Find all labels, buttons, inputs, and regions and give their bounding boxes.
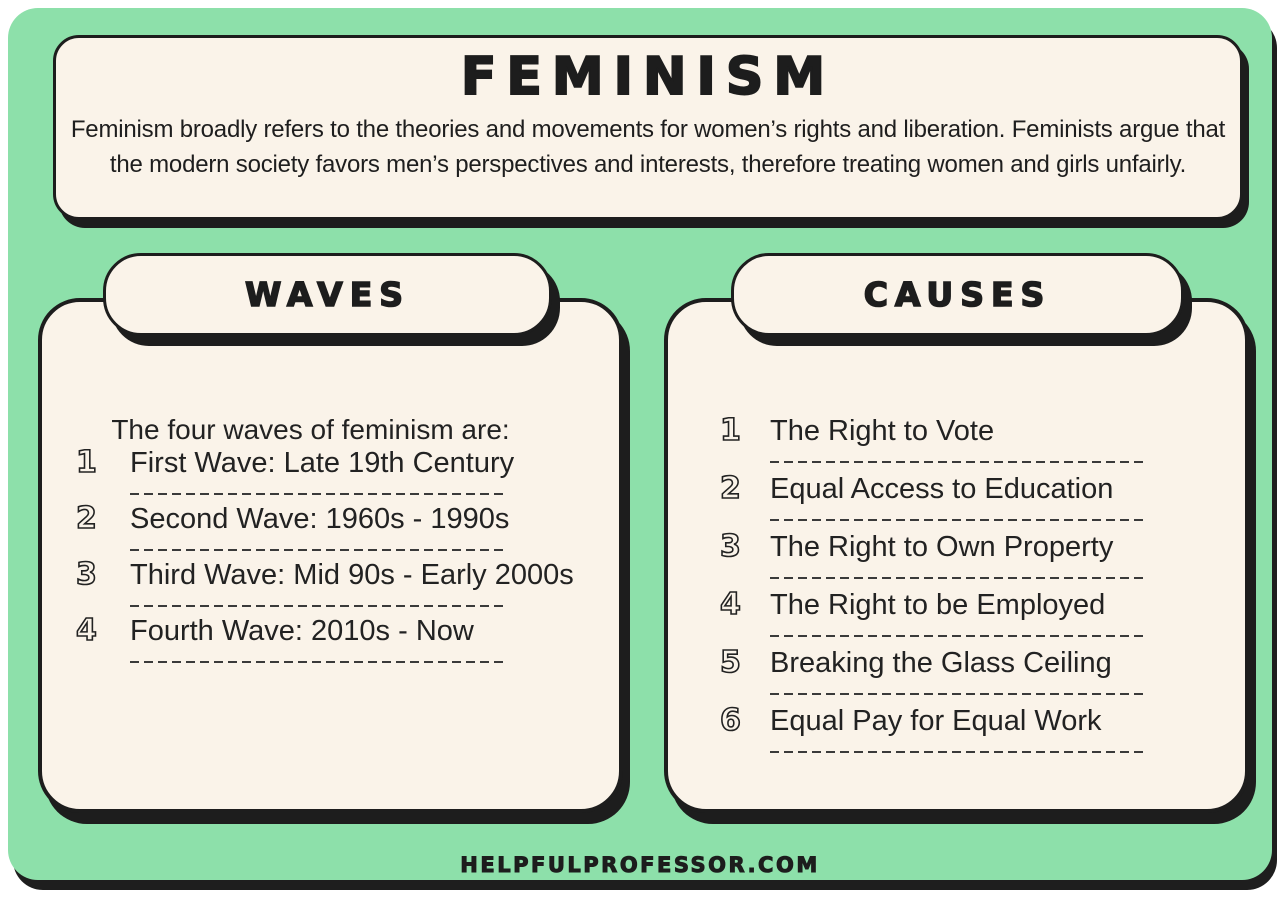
causes-tab: [731, 253, 1184, 336]
green-board: [8, 8, 1272, 880]
item-text: The Right to Vote: [770, 415, 995, 447]
item-text: Equal Access to Education: [770, 473, 1114, 505]
causes-card: [664, 298, 1249, 813]
item-divider: [770, 635, 1146, 637]
list-item-line: [76, 502, 619, 536]
item-text: The Right to Own Property: [770, 531, 1114, 563]
list-item-line: [720, 588, 1245, 622]
item-text: First Wave: Late 19th Century: [130, 447, 515, 479]
item-divider: [130, 493, 506, 495]
item-text: Breaking the Glass Ceiling: [770, 647, 1112, 679]
item-number: 1: [720, 413, 741, 448]
item-text: Equal Pay for Equal Work: [770, 705, 1102, 737]
list-item-line: [720, 530, 1245, 564]
list-item: [668, 472, 1245, 521]
page-title: FEMINISM: [460, 47, 836, 107]
item-text: The Right to be Employed: [770, 589, 1106, 621]
waves-tab: [103, 253, 552, 336]
item-divider: [770, 461, 1146, 463]
item-number: 6: [720, 703, 741, 738]
list-item-line: [76, 614, 619, 648]
list-item: [42, 614, 619, 663]
item-number: 3: [720, 529, 741, 564]
page-description: Feminism broadly refers to the theories and movements for women’s rights and liberation. Feminists argue that the modern society favors men’s perspectives and interests, therefore treating women and girls unfairly.: [70, 115, 1226, 178]
waves-body: [42, 302, 619, 663]
waves-list: [42, 446, 619, 663]
item-number: 3: [76, 557, 97, 592]
item-text: Third Wave: Mid 90s - Early 2000s: [130, 559, 574, 591]
list-item: [42, 558, 619, 607]
list-item-line: [76, 558, 619, 592]
item-divider: [130, 549, 506, 551]
list-item: [668, 530, 1245, 579]
list-item: [668, 414, 1245, 463]
causes-heading: CAUSES: [863, 275, 1052, 314]
item-divider: [130, 605, 506, 607]
list-item: [42, 446, 619, 495]
item-text: Fourth Wave: 2010s - Now: [130, 615, 474, 647]
waves-intro: The four waves of feminism are:: [111, 414, 510, 445]
title-card: [53, 35, 1243, 220]
waves-heading: WAVES: [244, 275, 411, 314]
causes-body: [668, 302, 1245, 753]
footer: [8, 853, 1272, 877]
item-number: 4: [720, 587, 741, 622]
list-item-line: [720, 704, 1245, 738]
waves-card: [38, 298, 623, 813]
site-name: HELPFULPROFESSOR.COM: [460, 853, 820, 877]
item-text: Second Wave: 1960s - 1990s: [130, 503, 510, 535]
list-item-line: [76, 446, 619, 480]
item-number: 4: [76, 613, 97, 648]
list-item: [668, 704, 1245, 753]
list-item: [42, 502, 619, 551]
item-divider: [770, 577, 1146, 579]
item-number: 2: [76, 501, 97, 536]
list-item: [668, 646, 1245, 695]
causes-list: [668, 414, 1245, 753]
list-item-line: [720, 414, 1245, 448]
item-number: 5: [720, 645, 741, 680]
item-number: 1: [76, 445, 97, 480]
item-number: 2: [720, 471, 741, 506]
item-divider: [770, 751, 1146, 753]
list-item-line: [720, 472, 1245, 506]
item-divider: [770, 693, 1146, 695]
item-divider: [130, 661, 506, 663]
item-divider: [770, 519, 1146, 521]
list-item: [668, 588, 1245, 637]
list-item-line: [720, 646, 1245, 680]
